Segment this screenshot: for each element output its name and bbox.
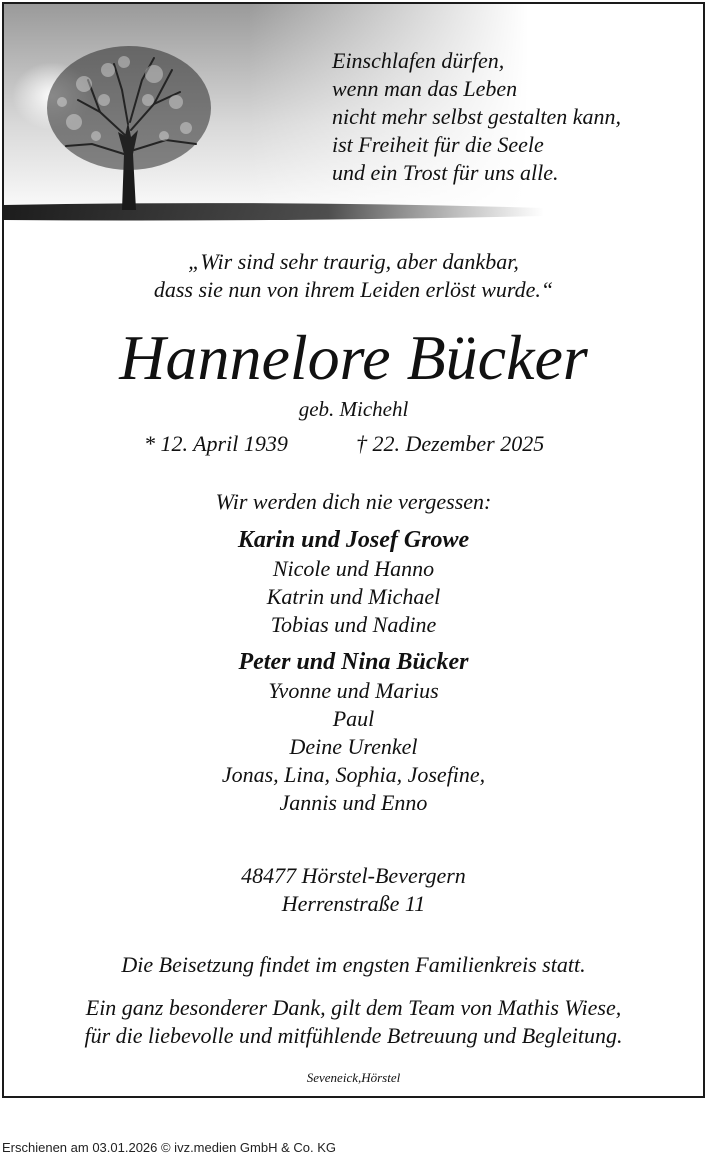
- family-member: Paul: [332, 706, 375, 731]
- undertaker: Seveneick,Hörstel: [306, 1070, 401, 1085]
- burial-note: Die Beisetzung findet im engsten Familienkreis statt.: [121, 952, 586, 977]
- quote-line: dass sie nun von ihrem Leiden erlöst wurde.“: [153, 277, 554, 302]
- poem: [332, 47, 621, 187]
- family-member: Jannis und Enno: [279, 790, 428, 815]
- family-group: [4, 525, 703, 639]
- poem-line: Einschlafen dürfen,: [332, 48, 505, 73]
- family-member: Yvonne und Marius: [268, 678, 439, 703]
- quote-line: „Wir sind sehr traurig, aber dankbar,: [188, 249, 519, 274]
- family-member: Deine Urenkel: [289, 734, 418, 759]
- poem-line: und ein Trost für uns alle.: [332, 160, 559, 185]
- family-member: Katrin und Michael: [266, 584, 441, 609]
- family-member: Jonas, Lina, Sophia, Josefine,: [221, 762, 486, 787]
- family-group: [4, 647, 703, 817]
- death-date: † 22. Dezember 2025: [356, 431, 545, 456]
- poem-line: wenn man das Leben: [332, 76, 518, 101]
- birth-date: * 12. April 1939: [144, 431, 288, 456]
- thanks-line: Ein ganz besonderer Dank, gilt dem Team von Mathis Wiese,: [85, 995, 622, 1020]
- address-city: 48477 Hörstel-Bevergern: [241, 863, 466, 888]
- header-image-area: [4, 4, 703, 234]
- quote: [4, 248, 703, 304]
- mourners-intro: Wir werden dich nie vergessen:: [215, 489, 492, 514]
- deceased-name: Hannelore Bücker: [119, 322, 588, 393]
- address-street: Herrenstraße 11: [281, 891, 426, 916]
- poem-line: ist Freiheit für die Seele: [332, 132, 544, 157]
- family-head: Karin und Josef Growe: [237, 527, 470, 553]
- address: [4, 862, 703, 918]
- obituary-notice: [2, 2, 705, 1098]
- family-member: Nicole und Hanno: [272, 556, 435, 581]
- publication-footer: Erschienen am 03.01.2026 © ivz.medien GmbH & Co. KG: [2, 1140, 337, 1155]
- thanks-line: für die liebevolle und mitfühlende Betreuung und Begleitung.: [84, 1023, 623, 1048]
- thanks-note: [4, 994, 703, 1050]
- maiden-name: geb. Michehl: [298, 397, 409, 421]
- family-member: Tobias und Nadine: [270, 612, 437, 637]
- family-head: Peter und Nina Bücker: [238, 649, 469, 675]
- poem-line: nicht mehr selbst gestalten kann,: [332, 104, 622, 129]
